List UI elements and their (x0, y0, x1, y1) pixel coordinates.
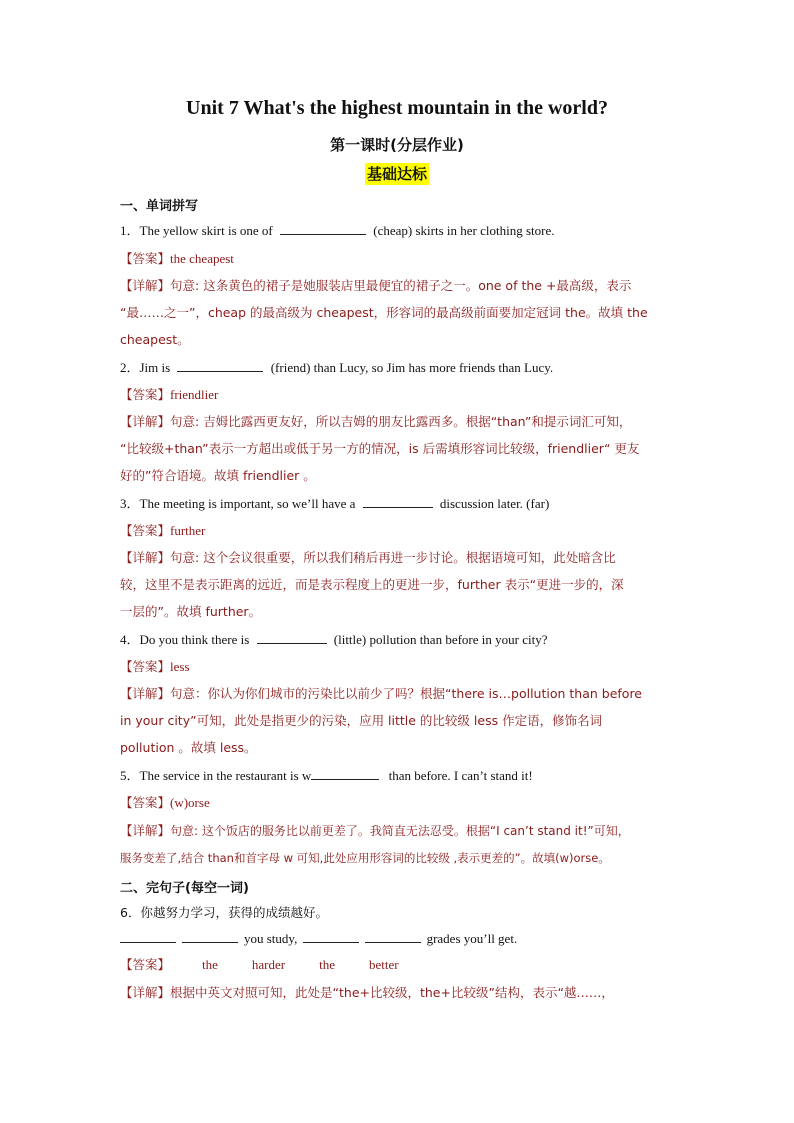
answer-blank[interactable] (303, 930, 359, 943)
detail-label: 【详解】 (120, 686, 171, 701)
answer-2 (120, 386, 680, 404)
question-6-chinese: 6．你越努力学习，获得的成绩越好。 (120, 905, 328, 920)
detail-3-line-3: 一层的”。故填 further。 (120, 604, 262, 619)
detail-2-line-1: 【详解】句意: 吉姆比露西更友好，所以吉姆的朋友比露西多。根据“than”和提示词汇可知， (120, 414, 632, 429)
detail-1-line-1: 【详解】句意: 这条黄色的裙子是她服装店里最便宜的裙子之一。one of the +最高级，表示 (120, 278, 632, 293)
answer-blank[interactable] (257, 631, 327, 644)
answer-6 (120, 956, 680, 974)
detail-label: 【详解】 (120, 414, 171, 429)
section-heading-spelling: 一、单词拼写 (120, 199, 199, 214)
answer-6-value-1: the (202, 957, 218, 972)
section-heading-complete-sentences: 二、完句子(每空一词) (120, 881, 249, 896)
detail-5-line-2: 服务变差了,结合 than和首字母 w 可知,此处应用形容词的比较级 ,表示更差的”。故填(w)orse。 (120, 851, 610, 865)
detail-label: 【详解】 (120, 985, 171, 1000)
question-4-post: (little) pollution than before in your city? (333, 632, 548, 647)
detail-label: 【详解】 (120, 823, 171, 838)
question-6-mid: you study, (244, 931, 298, 946)
question-1 (120, 222, 680, 240)
answer-6-value-3: the (319, 957, 335, 972)
answer-1-value: the cheapest (170, 251, 234, 266)
answer-3 (120, 522, 680, 540)
detail-4-line-1: 【详解】句意：你认为你们城市的污染比以前少了吗？根据“there is…pollution than before (120, 686, 642, 701)
answer-label: 【答案】 (120, 659, 171, 674)
answer-5-value: (w)orse (170, 795, 210, 810)
answer-blank[interactable] (182, 930, 238, 943)
answer-label: 【答案】 (120, 387, 171, 402)
question-2-post: (friend) than Lucy, so Jim has more friends than Lucy. (270, 360, 554, 375)
level-badge: 基础达标 (366, 165, 427, 183)
answer-5 (120, 794, 680, 812)
page-title: Unit 7 What's the highest mountain in the world? (186, 97, 608, 119)
question-1-pre: 1．The yellow skirt is one of (120, 223, 273, 238)
answer-6-value-2: harder (251, 957, 286, 972)
question-3 (120, 495, 680, 513)
question-3-post: discussion later. (far) (439, 496, 550, 511)
question-4 (120, 631, 680, 649)
answer-3-value: further (170, 523, 206, 538)
detail-label: 【详解】 (120, 278, 171, 293)
detail-3-line-2: 较，这里不是表示距离的远近，而是表示程度上的更进一步，further 表示“更进一步的，深 (120, 577, 624, 592)
answer-blank[interactable] (363, 495, 433, 508)
detail-1-line-2: “最……之一”，cheap 的最高级为 cheapest，形容词的最高级前面要加定冠词 the。故填 the (120, 305, 648, 320)
detail-1-line-3: cheapest。 (120, 332, 190, 347)
question-2 (120, 359, 680, 377)
question-5-pre: 5．The service in the restaurant is w (120, 768, 312, 783)
detail-2-line-2: “比较级+than”表示一方超出或低于另一方的情况，is 后需填形容词比较级，friendlier“ 更友 (120, 441, 640, 456)
answer-label: 【答案】 (120, 523, 171, 538)
answer-blank[interactable] (311, 767, 379, 780)
question-5-post: than before. I can’t stand it! (388, 768, 533, 783)
detail-4-line-3: pollution 。故填 less。 (120, 740, 257, 755)
detail-6-line-1: 【详解】根据中英文对照可知，此处是“the+比较级，the+比较级”结构，表示“越……， (120, 985, 614, 1000)
answer-2-value: friendlier (170, 387, 219, 402)
answer-label: 【答案】 (120, 251, 171, 266)
detail-2-line-3: 好的”符合语境。故填 friendlier 。 (120, 468, 316, 483)
question-4-pre: 4．Do you think there is (120, 632, 250, 647)
answer-blank[interactable] (177, 359, 263, 372)
question-3-pre: 3．The meeting is important, so we’ll have a (120, 496, 356, 511)
answer-1 (120, 250, 680, 268)
detail-label: 【详解】 (120, 550, 171, 565)
question-6 (120, 930, 680, 948)
detail-3-line-1: 【详解】句意: 这个会议很重要，所以我们稍后再进一步讨论。根据语境可知，此处暗含比 (120, 550, 616, 565)
page-subtitle: 第一课时(分层作业) (330, 136, 464, 154)
answer-blank[interactable] (365, 930, 421, 943)
detail-4-line-2: in your city”可知，此处是指更少的污染，应用 little 的比较级 less 作定语，修饰名词 (120, 713, 603, 728)
answer-6-value-4: better (369, 957, 399, 972)
answer-label: 【答案】 (120, 957, 171, 972)
question-2-pre: 2．Jim is (120, 360, 171, 375)
question-5 (120, 767, 680, 785)
answer-blank[interactable] (280, 222, 366, 235)
answer-label: 【答案】 (120, 795, 171, 810)
answer-4 (120, 658, 680, 676)
detail-5-line-1: 【详解】句意: 这个饭店的服务比以前更差了。我简直无法忍受。根据“I can’t stand it!”可知， (120, 823, 630, 838)
question-1-post: (cheap) skirts in her clothing store. (373, 223, 555, 238)
answer-4-value: less (170, 659, 190, 674)
answer-blank[interactable] (120, 930, 176, 943)
question-6-post: grades you’ll get. (426, 931, 518, 946)
